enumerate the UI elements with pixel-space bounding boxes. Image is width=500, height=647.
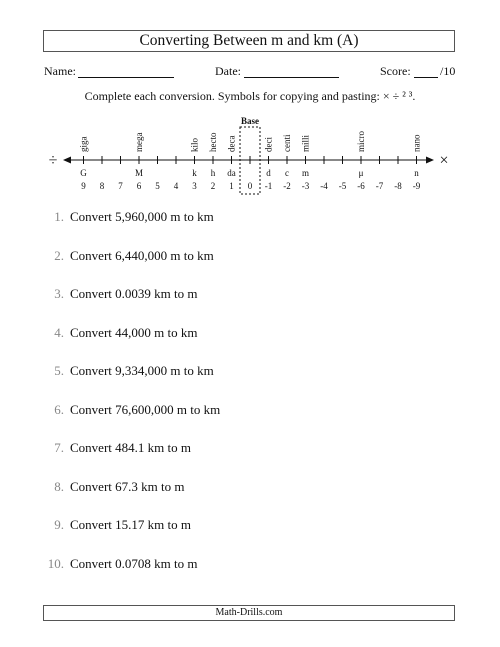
- prefix-symbol: n: [414, 168, 419, 178]
- exponent-label: -7: [375, 181, 384, 191]
- prefix-name: micro: [356, 131, 366, 152]
- header-fields: [0, 64, 500, 82]
- prefix-symbol: d: [266, 168, 271, 178]
- problem-text: Convert 6,440,000 m to km: [70, 247, 214, 263]
- prefix-symbol: k: [192, 168, 197, 178]
- problem-text: Convert 0.0039 km to m: [70, 286, 198, 301]
- prefix-symbol: G: [80, 168, 87, 178]
- problem-text: Convert 67.3 km to m: [70, 478, 185, 494]
- prefix-symbol: M: [134, 168, 144, 178]
- problem-text: Convert 44,000 m to km: [70, 324, 198, 340]
- problem-number: 6.: [54, 401, 64, 417]
- worksheet-title: Converting Between m and km (A): [43, 30, 455, 52]
- prefix-number-line: [0, 110, 500, 195]
- problem-text: Convert 15.17 km to m: [70, 517, 191, 532]
- problem-number: 4.: [54, 324, 64, 340]
- prefix-symbol: h: [210, 168, 216, 178]
- exponent-label: -2: [283, 181, 291, 191]
- exponent-label: 2: [210, 181, 216, 191]
- prefix-name: hecto: [208, 132, 218, 152]
- problem-text: Convert 5,960,000 m to km: [70, 209, 214, 224]
- problem-number: 8.: [54, 478, 64, 494]
- right-arrowhead: [426, 157, 434, 164]
- prefix-name: centi: [282, 134, 292, 152]
- problem-text: Convert 484.1 km to m: [70, 440, 191, 455]
- problem-number: 3.: [54, 286, 64, 301]
- problem-number: 9.: [54, 517, 64, 532]
- base-label: Base: [241, 116, 259, 126]
- prefix-name: deca: [226, 135, 237, 152]
- problem-text: Convert 9,334,000 m to km: [70, 363, 214, 378]
- exponent-label: 3: [192, 181, 197, 191]
- left-arrowhead: [63, 157, 71, 164]
- prefix-name: milli: [300, 134, 311, 152]
- multiply-symbol: ×: [439, 152, 449, 169]
- problem-text: Convert 76,600,000 m to km: [70, 401, 221, 417]
- footer: Math-Drills.com: [43, 605, 455, 621]
- exponent-label: 7: [118, 181, 123, 191]
- exponent-label: -9: [412, 181, 421, 191]
- date-label: Date:: [215, 64, 241, 78]
- exponent-label: -3: [301, 181, 310, 191]
- divide-symbol: ÷: [48, 152, 58, 169]
- problem-number: 1.: [54, 209, 64, 224]
- date-blank[interactable]: [244, 77, 339, 78]
- prefix-name: giga: [78, 136, 89, 152]
- exponent-label: -5: [338, 181, 347, 191]
- prefix-name: nano: [411, 134, 422, 152]
- prefix-symbol: da: [227, 168, 236, 178]
- exponent-label: 6: [136, 181, 142, 191]
- score-total: /10: [440, 64, 456, 78]
- exponent-label: 0: [247, 181, 253, 191]
- score-label: Score:: [380, 64, 411, 78]
- prefix-name: kilo: [189, 137, 200, 152]
- prefix-name: mega: [134, 132, 144, 152]
- name-label: Name:: [44, 64, 76, 78]
- name-blank[interactable]: [78, 77, 174, 78]
- exponent-label: 4: [173, 181, 179, 191]
- score-blank[interactable]: [414, 77, 438, 78]
- exponent-label: 5: [155, 181, 160, 191]
- exponent-label: 9: [81, 181, 86, 191]
- exponent-label: 8: [99, 181, 105, 191]
- prefix-symbol: c: [285, 168, 289, 178]
- exponent-label: -1: [264, 181, 273, 191]
- exponent-label: 1: [229, 181, 234, 191]
- exponent-label: -8: [394, 181, 402, 191]
- problem-text: Convert 0.0708 km to m: [70, 555, 198, 571]
- instructions: Complete each conversion. Symbols for copying and pasting: × ÷ ² ³.: [84, 89, 416, 103]
- prefix-symbol: m: [301, 168, 310, 178]
- exponent-label: -6: [357, 181, 365, 191]
- prefix-name: deci: [263, 137, 274, 152]
- problem-number: 5.: [54, 363, 64, 378]
- problem-number: 2.: [54, 247, 64, 263]
- prefix-symbol: μ: [358, 168, 364, 178]
- problem-number: 10.: [47, 555, 64, 571]
- exponent-label: -4: [320, 181, 328, 191]
- problem-number: 7.: [54, 440, 64, 455]
